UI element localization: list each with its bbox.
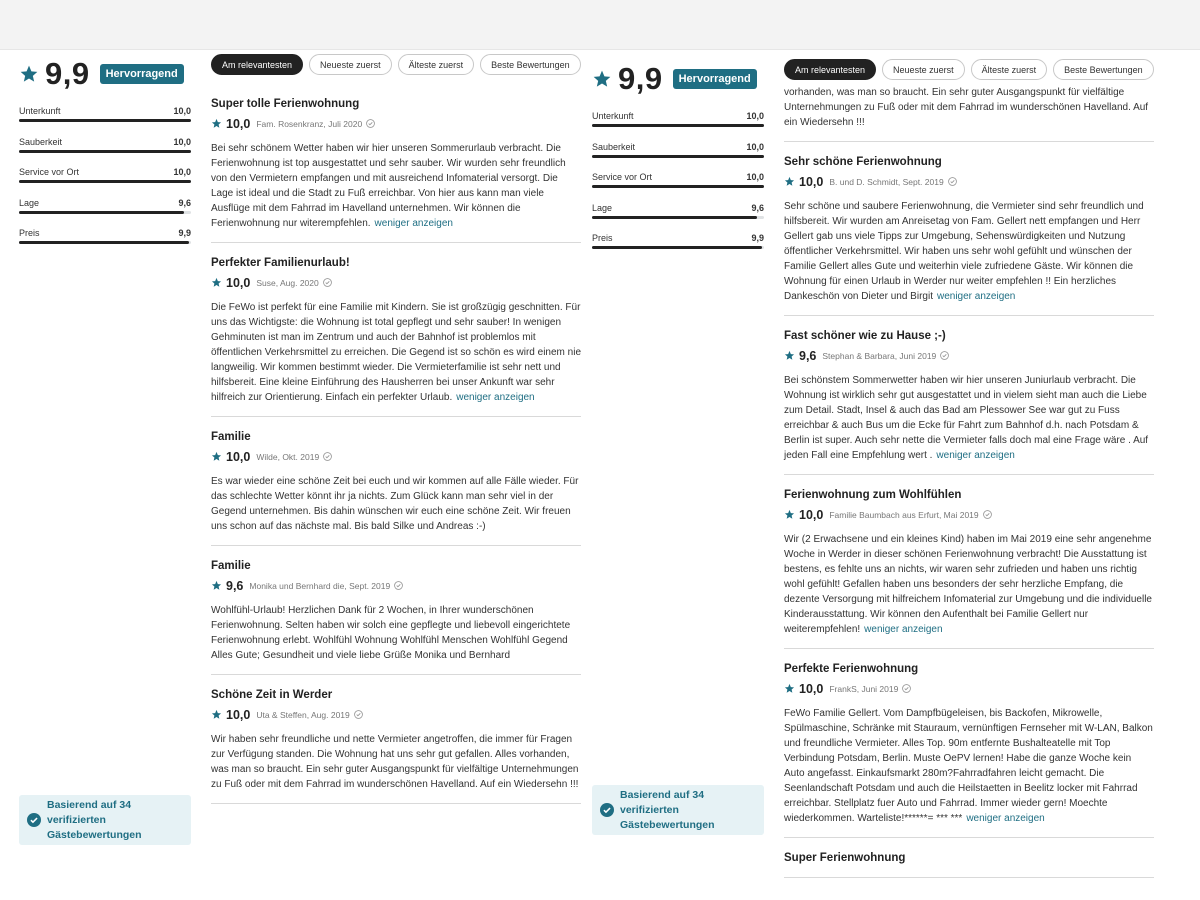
category-value: 9,6: [751, 202, 764, 213]
category-score: [592, 168, 764, 199]
rating-badge: Hervorragend: [673, 69, 757, 89]
review-text: [211, 300, 581, 405]
sort-button[interactable]: Neueste zuerst: [882, 59, 965, 80]
show-less-link[interactable]: weniger anzeigen: [966, 813, 1045, 824]
sort-button[interactable]: Neueste zuerst: [309, 54, 392, 75]
star-icon: [211, 580, 222, 591]
review-score: 10,0: [226, 707, 251, 722]
review-list-items: [784, 154, 1154, 878]
review-title: Fast schöner wie zu Hause ;-): [784, 330, 946, 342]
star-icon: [19, 64, 39, 84]
category-bar-fill: [592, 246, 762, 249]
star-icon: [784, 176, 795, 187]
sort-button[interactable]: Älteste zuerst: [398, 54, 475, 75]
category-bar-fill: [19, 211, 184, 214]
reviews-panel-right: [588, 50, 1162, 864]
category-header: [19, 198, 191, 208]
show-less-link[interactable]: weniger anzeigen: [456, 392, 535, 403]
review-title: Perfekte Ferienwohnung: [784, 663, 919, 675]
review-body: Wohlfühl-Urlaub! Herzlichen Dank für 2 Wochen, in Ihrer wunderschönen Ferienwohnung. Selten haben wir solch eine gepflegte und liebevoll eingerichtete Ferienwohnung erlebt. Wohlfühl Wohnung Wohlfühl Menschen Wohlfühl Gegend Alles Gute; Gesundheit und viele liebe Grüße Monika und Bernhard: [211, 605, 571, 661]
rating-summary: [592, 50, 764, 850]
review-score: 10,0: [226, 449, 251, 464]
review-meta: [784, 347, 1154, 364]
reviews-main: [784, 50, 1154, 864]
review-text: [211, 141, 581, 231]
review-text: [784, 706, 1154, 826]
category-header: [592, 111, 764, 121]
review-body: Die FeWo ist perfekt für eine Familie mit Kindern. Sie ist großzügig geschnitten. Für uns das Wichtigste: die Wohnung ist total gepflegt und sehr sauber! In wenigen Gehminuten ist man im Zentrum und auch der Bahnhof ist problemlos mit öffentlichen Verkehrsmittel zu erreichen. Die Gegend ist so schön es wird einem nie langweilig. Wir kommen bestimmt wieder. Die Vermieterfamilie ist sehr nett und hilfsbereit. Eine kleine Einführung des Hausherren bei unser Ankunft war sehr hilfreich zur Orientierung. Einfach ein perfekter Urlaub.: [211, 302, 582, 403]
verified-check-icon: [940, 351, 949, 360]
review-body: Wir (2 Erwachsene und ein kleines Kind) haben im Mai 2019 eine sehr angenehme Woche in Werder in dieser schönen Ferienwohnung verbracht! Die Ausstattung ist bestens, es fehlte uns an nichts, wir waren sehr zufrieden und haben uns richtig wohl gefühlt! Gefallen haben uns besonders der sehr herzliche Empfang, die dezente Versorgung mit hilfreichem Infomaterial zur Umgebung und die individuelle Kinderausstattung. Wir können den Aufenthalt bei Familie Gellert nur weiterempfehlen!: [784, 534, 1152, 635]
sort-button[interactable]: Älteste zuerst: [971, 59, 1048, 80]
category-bar-fill: [592, 216, 757, 219]
review-list: [784, 85, 1154, 878]
review-card: [784, 328, 1154, 475]
category-header: [592, 172, 764, 182]
category-header: [592, 142, 764, 152]
show-less-link[interactable]: weniger anzeigen: [936, 450, 1015, 461]
category-bar: [592, 185, 764, 188]
show-less-link[interactable]: weniger anzeigen: [864, 624, 943, 635]
category-value: 10,0: [173, 167, 191, 177]
category-bar-fill: [592, 155, 764, 158]
review-meta: [211, 706, 581, 723]
review-card: [211, 558, 581, 675]
verified-check-icon: [902, 684, 911, 693]
category-label: Unterkunft: [592, 111, 634, 121]
review-body: Es war wieder eine schöne Zeit bei euch und wir kommen auf alle Fälle wieder. Für das schlechte Wetter könnt ihr ja nichts. Zum Glück kann man sehr viel in der Gegend unternehmen. Bis dahin wünschen wir euch eine schöne Zeit. Wir freuen uns schon auf das nächste mal. Bis bald Silke und Andreas :-): [211, 476, 579, 532]
star-icon: [211, 709, 222, 720]
review-title: Perfekter Familienurlaub!: [211, 257, 350, 269]
review-card: [784, 850, 1154, 878]
category-header: [19, 137, 191, 147]
star-icon: [211, 451, 222, 462]
verified-reviews-note: [592, 785, 764, 835]
category-score: [19, 224, 191, 255]
category-bar: [592, 216, 764, 219]
review-card: [784, 487, 1154, 649]
verified-check-icon: [354, 710, 363, 719]
category-label: Unterkunft: [19, 106, 61, 116]
verified-check-icon: [600, 803, 614, 817]
review-title: Schöne Zeit in Werder: [211, 689, 333, 701]
review-text: [784, 373, 1154, 463]
sort-button[interactable]: Beste Bewertungen: [480, 54, 581, 75]
overall-score: [19, 52, 191, 96]
category-score: [592, 229, 764, 260]
category-scores: [592, 107, 764, 260]
reviews-panel-left: [0, 50, 588, 850]
category-header: [19, 167, 191, 177]
review-score: 10,0: [799, 507, 824, 522]
review-author: FrankS, Juni 2019: [829, 683, 899, 694]
star-icon: [784, 509, 795, 520]
category-value: 10,0: [746, 172, 764, 182]
verified-check-icon: [948, 177, 957, 186]
verified-check-icon: [27, 813, 41, 827]
reviews-main: [211, 50, 581, 850]
category-label: Service vor Ort: [592, 172, 653, 182]
category-score: [19, 102, 191, 133]
category-bar-fill: [19, 119, 191, 122]
verified-reviews-text: Basierend auf 34 verifizierten Gästebewertungen: [47, 798, 142, 841]
category-header: [592, 233, 764, 243]
sort-button[interactable]: Am relevantesten: [784, 59, 876, 80]
review-title: Super tolle Ferienwohnung: [211, 98, 360, 110]
review-score: 9,6: [799, 348, 817, 363]
review-meta: [211, 274, 581, 291]
show-less-link[interactable]: weniger anzeigen: [374, 218, 453, 229]
sort-options: [211, 54, 581, 84]
verified-check-icon: [394, 581, 403, 590]
category-label: Preis: [19, 228, 40, 238]
review-text: [211, 732, 581, 792]
review-title: Sehr schöne Ferienwohnung: [784, 156, 942, 168]
rating-badge: Hervorragend: [100, 64, 184, 84]
review-author: Fam. Rosenkranz, Juli 2020: [256, 118, 363, 129]
category-score: [592, 107, 764, 138]
category-value: 10,0: [173, 136, 191, 147]
overall-score-value: 9,9: [45, 56, 90, 91]
review-author: Wilde, Okt. 2019: [256, 451, 320, 462]
category-label: Service vor Ort: [19, 167, 80, 177]
review-text: [784, 199, 1154, 304]
review-score: 10,0: [226, 116, 251, 131]
category-label: Sauberkeit: [592, 141, 636, 152]
verified-check-icon: [323, 278, 332, 287]
review-continuation: [784, 85, 1154, 142]
verified-reviews-note: [19, 795, 191, 845]
star-icon: [211, 277, 222, 288]
category-bar: [19, 119, 191, 122]
category-label: Preis: [592, 233, 613, 243]
review-card: [784, 154, 1154, 316]
review-title: Familie: [211, 431, 251, 443]
overall-score-value: 9,9: [618, 61, 663, 96]
category-bar: [592, 246, 764, 249]
review-score: 10,0: [799, 174, 824, 189]
category-value: 10,0: [746, 111, 764, 121]
sort-button[interactable]: Am relevantesten: [211, 54, 303, 75]
review-score: 10,0: [799, 681, 824, 696]
verified-check-icon: [366, 119, 375, 128]
category-bar: [592, 155, 764, 158]
category-bar-fill: [19, 180, 191, 183]
category-value: 9,6: [178, 197, 191, 208]
review-body: FeWo Familie Gellert. Vom Dampfbügeleisen, bis Backofen, Mikrowelle, Spülmaschine, Schränke mit Stauraum, vernünftigen Fernseher mit W-LAN, Balkon und freundliche Vermieter. Alles Top. 90m entfernte Bushalteatelle mit Top Verbindung Potsdam, Berlin. Muste OePV lernen! Habe die ganze Woche kein Auto angefasst. Einkaufsmarkt 280m?Fahrradfahren leicht gemacht. Die Seenlandschaft Potsdam und auch die Heilstaetten in Beelitz locker mit Fahrrad erreichbar. Stellplatz fuer Auto und Fahrrad. Immer wieder gern! Moechte wiederkommen. Warteliste!******= *** ***: [784, 708, 1153, 824]
category-bar-fill: [592, 124, 764, 127]
category-bar-fill: [19, 241, 189, 244]
category-label: Lage: [592, 202, 613, 213]
category-value: 9,9: [178, 228, 191, 238]
review-body: Sehr schöne und saubere Ferienwohnung, die Vermieter sind sehr freundlich und hilfsbereit. Wir wurden am Anreisetag von Fam. Gellert nett empfangen und Herr Gellert gab uns viele Tipps zur Umgebung, Sehenswürdigkeiten und Nutzung öffentlicher Verkehrsmittel. Wir haben uns sehr wohl gefühlt und wünschen der Familie Gellert alles Gute und weiterhin viele zufriedene Gäste. Wir können die Wohnung für einen Urlaub in Werder nur weiter empfehlen !! Ein herzliches Dankeschön von Dieter und Birgit: [784, 201, 1144, 302]
review-score: 10,0: [226, 275, 251, 290]
category-header: [19, 228, 191, 238]
review-card: [211, 687, 581, 804]
category-bar: [19, 180, 191, 183]
review-card: [784, 661, 1154, 838]
review-meta: [784, 506, 1154, 523]
category-score: [592, 138, 764, 169]
review-author: Familie Baumbach aus Erfurt, Mai 2019: [829, 509, 979, 520]
review-card: [211, 429, 581, 546]
rating-summary: [19, 50, 191, 850]
review-list: [211, 96, 581, 804]
star-icon: [784, 683, 795, 694]
review-score: 9,6: [226, 578, 244, 593]
category-value: 10,0: [746, 141, 764, 152]
review-author: Stephan & Barbara, Juni 2019: [822, 350, 937, 361]
category-value: 10,0: [173, 106, 191, 116]
overall-score: [592, 57, 764, 101]
review-author: Suse, Aug. 2020: [256, 277, 319, 288]
category-bar: [19, 241, 191, 244]
review-meta: [211, 115, 581, 132]
category-header: [19, 106, 191, 116]
review-text: [211, 474, 581, 534]
show-less-link[interactable]: weniger anzeigen: [936, 291, 1016, 302]
verified-reviews-text: Basierend auf 34 verifizierten Gästebewertungen: [620, 788, 715, 831]
category-bar-fill: [592, 185, 764, 188]
category-bar: [19, 211, 191, 214]
review-card: [211, 255, 581, 417]
category-label: Lage: [19, 197, 40, 208]
review-body: Wir haben sehr freundliche und nette Vermieter angetroffen, die immer für Fragen zur Verfügung standen. Die Wohnung hat uns sehr gut gefallen. Alles vorhanden, was man so braucht. Ein sehr guter Ausgangspunkt für vielfältige Unternehmungen zu Fuß oder mit dem Fahrrad im wunderschönen Havelland. Auf ein Wiedersehn !!!: [211, 734, 579, 790]
review-text: [784, 532, 1154, 637]
review-author: B. und D. Schmidt, Sept. 2019: [829, 176, 944, 187]
review-body: Bei schönstem Sommerwetter haben wir hier unseren Juniurlaub verbracht. Die Wohnung ist wirklich sehr gut ausgestattet und in vielem sieht man auch die Liebe zum Detail. Stadt, Insel & auch das Bad am Plessower See war gut zu Fuss erreichbar & auch Bus um die Ecke für Fahrt zum Bahnhof d.h. nach Potsdam & Berlin ist super. Auch sehr nette die Vermieter falls doch mal eine Frage wäre . Auf jeden Fall eine Empfehlung wert .: [784, 375, 1149, 461]
category-label: Sauberkeit: [19, 136, 63, 147]
verified-check-icon: [323, 452, 332, 461]
category-value: 9,9: [751, 233, 764, 243]
category-bar: [19, 150, 191, 153]
category-bar: [592, 124, 764, 127]
top-band: [0, 0, 1200, 50]
category-score: [19, 163, 191, 194]
review-body: Bei sehr schönem Wetter haben wir hier unseren Sommerurlaub verbracht. Die Ferienwohnung ist top ausgestattet und sehr sauber. Wir wurden sehr freundlich von den Vermietern empfangen und mit ausreichend Infomaterial versorgt. Die Lage ist ideal und die Stadt zu Fuß erreichbar. Von hier aus kann man viele Ausflüge mit dem Fahrrad im Havelland unternehmen. Wir können die Ferienwohnung nur witerempfehlen.: [211, 143, 566, 229]
star-icon: [784, 350, 795, 361]
review-author: Uta & Steffen, Aug. 2019: [256, 709, 350, 720]
review-meta: [211, 448, 581, 465]
review-author: Monika und Bernhard die, Sept. 2019: [249, 580, 391, 591]
review-text: [211, 603, 581, 663]
sort-button[interactable]: Beste Bewertungen: [1053, 59, 1154, 80]
category-score: [19, 194, 191, 225]
category-bar-fill: [19, 150, 191, 153]
category-scores: [19, 102, 191, 255]
star-icon: [211, 118, 222, 129]
review-meta: [211, 577, 581, 594]
review-title: Familie: [211, 560, 251, 572]
category-score: [19, 133, 191, 164]
review-title: Super Ferienwohnung: [784, 852, 906, 864]
review-meta: [784, 173, 1154, 190]
review-meta: [784, 680, 1154, 697]
star-icon: [592, 69, 612, 89]
review-text: vorhanden, was man so braucht. Ein sehr guter Ausgangspunkt für vielfältige Unternehmungen zu Fuß oder mit dem Fahrrad im wunderschönen Havelland. Auf ein Wiedersehn !!!: [784, 87, 1149, 128]
review-card: [211, 96, 581, 243]
review-title: Ferienwohnung zum Wohlfühlen: [784, 489, 962, 501]
verified-check-icon: [983, 510, 992, 519]
category-score: [592, 199, 764, 230]
category-header: [592, 203, 764, 213]
